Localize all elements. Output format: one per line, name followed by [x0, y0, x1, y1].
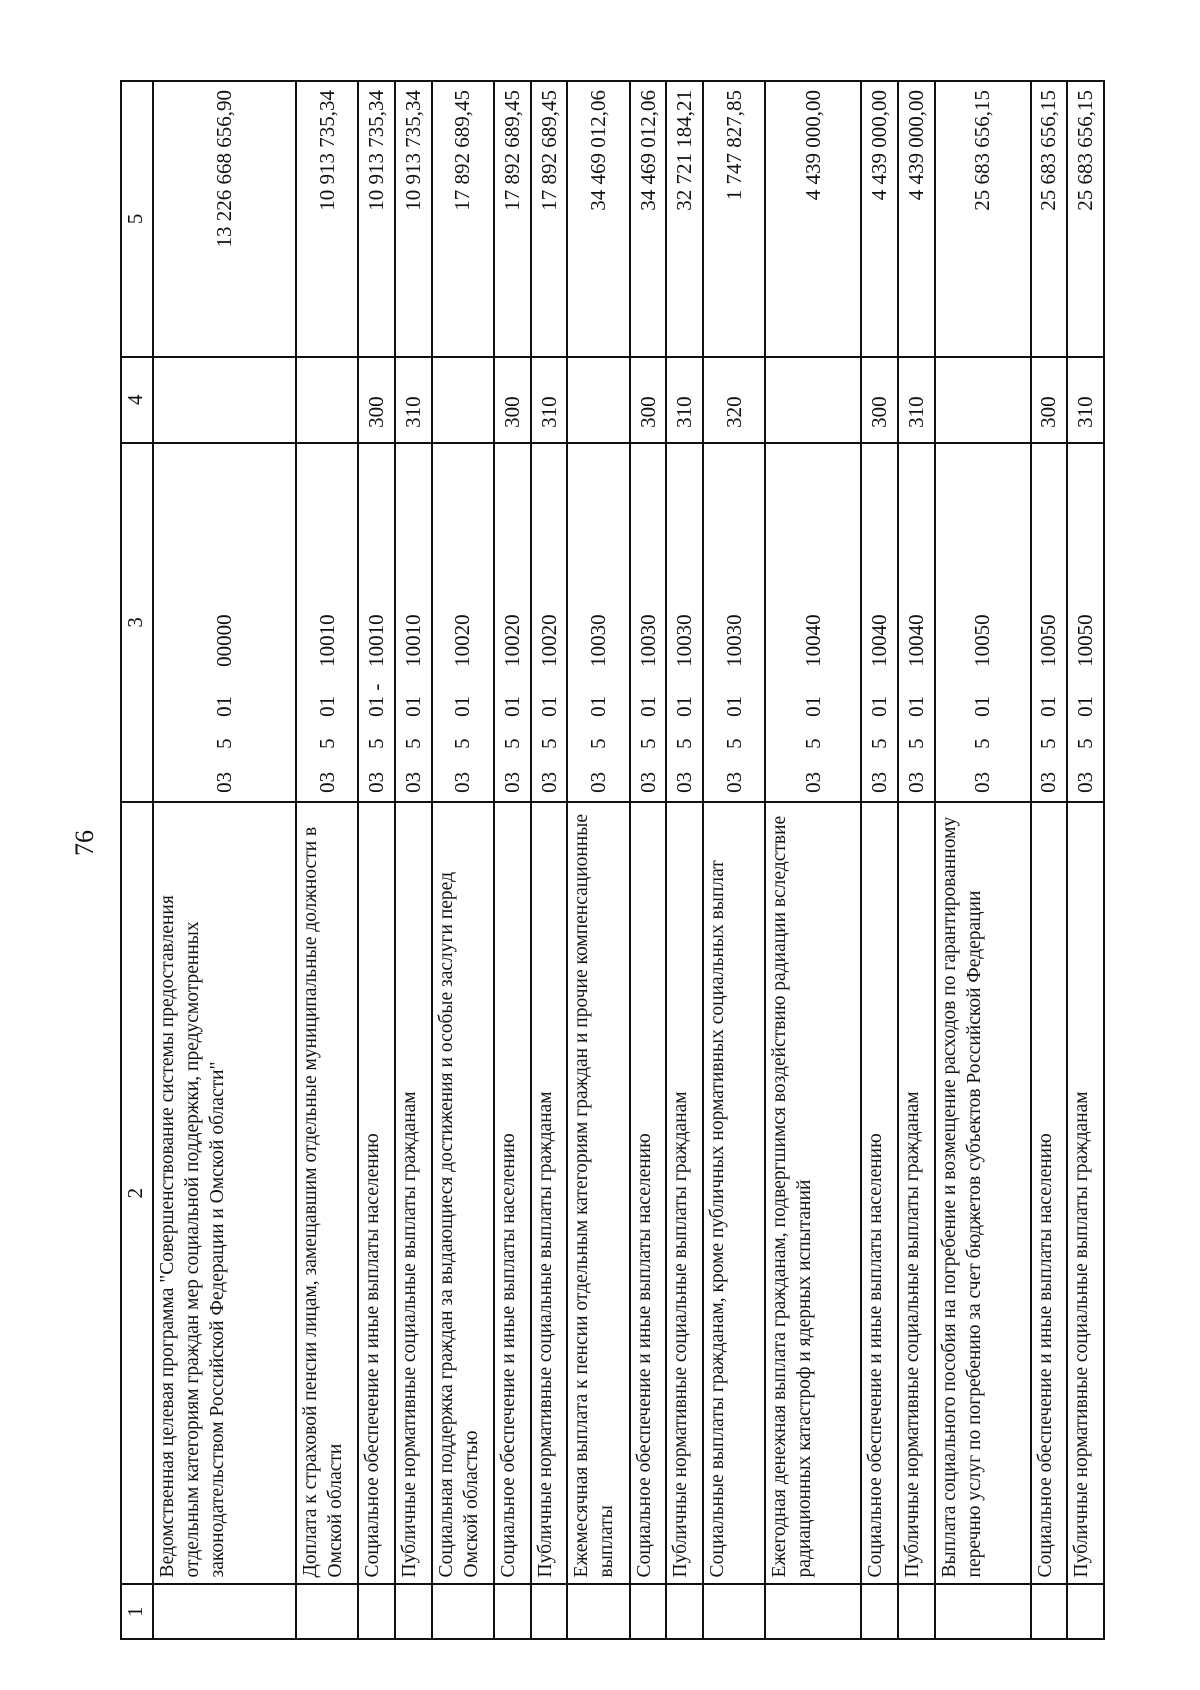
table-row: [861, 81, 898, 1639]
expense-type-cell: 300: [494, 357, 531, 443]
budget-code: [449, 450, 476, 793]
code-part-program: 03: [721, 771, 746, 793]
expense-type-cell: 310: [395, 357, 432, 443]
row-number-cell: [531, 1584, 568, 1639]
budget-code: [969, 450, 996, 793]
budget-code: [211, 450, 238, 793]
code-part-direction: 10020: [536, 614, 561, 667]
expense-type-cell: 310: [1067, 357, 1104, 443]
code-part-main-activity: 01: [314, 695, 339, 717]
budget-code-cell: [395, 443, 432, 802]
code-part-main-activity: 01: [450, 695, 475, 717]
expense-type-cell: 300: [1031, 357, 1068, 443]
code-part-subprogram: 5: [314, 738, 339, 749]
table-row: [630, 81, 667, 1639]
budget-code-cell: [898, 443, 935, 802]
budget-code: [499, 450, 526, 793]
item-name-cell: Социальное обеспечение и иные выплаты населению: [630, 802, 667, 1585]
code-part-direction: 10050: [970, 614, 995, 667]
budget-code-cell: [765, 443, 861, 802]
code-part-main-activity: 01: [970, 695, 995, 717]
budget-code-cell: [432, 443, 494, 802]
item-name-cell: Публичные нормативные социальные выплаты гражданам: [898, 802, 935, 1585]
code-part-subprogram: 5: [1036, 738, 1061, 749]
table-row: [494, 81, 531, 1639]
table-row: [432, 81, 494, 1639]
expense-type-cell: [296, 357, 358, 443]
code-part-direction: 10030: [721, 614, 746, 667]
code-part-main-activity: 01 -: [364, 683, 389, 717]
row-number-cell: [494, 1584, 531, 1639]
amount-cell: 13 226 668 656,90: [153, 81, 296, 357]
budget-code-cell: [358, 443, 395, 802]
code-part-main-activity: 01: [586, 695, 611, 717]
item-name-cell: Ежемесячная выплата к пенсии отдельным категориям граждан и прочие компенсационные выплаты: [567, 802, 629, 1585]
budget-code: [363, 450, 390, 793]
table-row: [1031, 81, 1068, 1639]
expense-type-cell: [432, 357, 494, 443]
code-part-direction: 10050: [1073, 614, 1098, 667]
table-header-row: [121, 81, 153, 1639]
row-number-cell: [666, 1584, 703, 1639]
expense-type-cell: 310: [898, 357, 935, 443]
expense-type-cell: [567, 357, 629, 443]
code-part-program: 03: [903, 771, 928, 793]
code-part-main-activity: 01: [212, 695, 237, 717]
code-part-direction: 10010: [314, 614, 339, 667]
code-part-direction: 10030: [586, 614, 611, 667]
expense-type-cell: [153, 357, 296, 443]
page-number: 76: [70, 830, 99, 856]
code-part-main-activity: 01: [1036, 695, 1061, 717]
code-part-program: 03: [635, 771, 660, 793]
item-name-cell: Выплата социального пособия на погребение и возмещение расходов по гарантированному перечню услуг по погребению за счет бюджетов субъектов Российской Федерации: [935, 802, 1031, 1585]
code-part-program: 03: [1036, 771, 1061, 793]
budget-code: [903, 450, 930, 793]
budget-code: [1035, 450, 1062, 793]
budget-code: [585, 450, 612, 793]
budget-code-cell: [666, 443, 703, 802]
row-number-cell: [703, 1584, 765, 1639]
code-part-direction: 10040: [867, 614, 892, 667]
table-row: [153, 81, 296, 1639]
table-row: [765, 81, 861, 1639]
code-part-subprogram: 5: [672, 738, 697, 749]
row-number-cell: [898, 1584, 935, 1639]
table-row: [703, 81, 765, 1639]
item-name-cell: Доплата к страховой пенсии лицам, замещавшим отдельные муниципальные должности в Омской области: [296, 802, 358, 1585]
header-cell-2: 2: [121, 802, 153, 1585]
amount-cell: 17 892 689,45: [531, 81, 568, 357]
table-row: [567, 81, 629, 1639]
code-part-direction: 10020: [450, 614, 475, 667]
code-part-main-activity: 01: [721, 695, 746, 717]
budget-code-cell: [1067, 443, 1104, 802]
budget-code: [314, 450, 341, 793]
code-part-program: 03: [450, 771, 475, 793]
header-cell-4: 4: [121, 357, 153, 443]
amount-cell: 10 913 735,34: [296, 81, 358, 357]
expense-type-cell: 310: [666, 357, 703, 443]
amount-cell: 10 913 735,34: [358, 81, 395, 357]
amount-cell: 32 721 184,21: [666, 81, 703, 357]
code-part-direction: 10030: [635, 614, 660, 667]
budget-code-cell: [630, 443, 667, 802]
code-part-main-activity: 01: [536, 695, 561, 717]
expense-type-cell: 300: [861, 357, 898, 443]
amount-cell: 25 683 656,15: [935, 81, 1031, 357]
amount-cell: 25 683 656,15: [1031, 81, 1068, 357]
expense-type-cell: [765, 357, 861, 443]
code-part-direction: 10020: [499, 614, 524, 667]
code-part-direction: 00000: [212, 614, 237, 667]
code-part-subprogram: 5: [586, 738, 611, 749]
header-cell-5: 5: [121, 81, 153, 357]
code-part-program: 03: [536, 771, 561, 793]
row-number-cell: [765, 1584, 861, 1639]
code-part-program: 03: [499, 771, 524, 793]
code-part-program: 03: [672, 771, 697, 793]
row-number-cell: [358, 1584, 395, 1639]
row-number-cell: [432, 1584, 494, 1639]
code-part-main-activity: 01: [672, 695, 697, 717]
table-row: [935, 81, 1031, 1639]
amount-cell: 25 683 656,15: [1067, 81, 1104, 357]
code-part-program: 03: [867, 771, 892, 793]
amount-cell: 4 439 000,00: [861, 81, 898, 357]
code-part-program: 03: [314, 771, 339, 793]
code-part-direction: 10050: [1036, 614, 1061, 667]
budget-code-cell: [935, 443, 1031, 802]
table-row: [358, 81, 395, 1639]
table-row: [296, 81, 358, 1639]
budget-code: [866, 450, 893, 793]
amount-cell: 17 892 689,45: [494, 81, 531, 357]
expense-type-cell: 310: [531, 357, 568, 443]
code-part-main-activity: 01: [499, 695, 524, 717]
code-part-subprogram: 5: [721, 738, 746, 749]
amount-cell: 34 469 012,06: [630, 81, 667, 357]
budget-code: [800, 450, 827, 793]
table-row: [898, 81, 935, 1639]
expense-type-cell: 300: [358, 357, 395, 443]
code-part-direction: 10040: [800, 614, 825, 667]
code-part-program: 03: [1073, 771, 1098, 793]
budget-code: [671, 450, 698, 793]
item-name-cell: Социальное обеспечение и иные выплаты населению: [1031, 802, 1068, 1585]
header-cell-1: 1: [121, 1584, 153, 1639]
budget-table: [120, 80, 1105, 1640]
code-part-main-activity: 01: [800, 695, 825, 717]
code-part-direction: 10040: [903, 614, 928, 667]
code-part-subprogram: 5: [364, 738, 389, 749]
row-number-cell: [935, 1584, 1031, 1639]
row-number-cell: [1067, 1584, 1104, 1639]
code-part-direction: 10030: [672, 614, 697, 667]
budget-code-cell: [1031, 443, 1068, 802]
item-name-cell: Социальная поддержка граждан за выдающиеся достижения и особые заслуги перед Омской областью: [432, 802, 494, 1585]
row-number-cell: [153, 1584, 296, 1639]
code-part-program: 03: [400, 771, 425, 793]
table-row: [395, 81, 432, 1639]
expense-type-cell: [935, 357, 1031, 443]
code-part-subprogram: 5: [536, 738, 561, 749]
code-part-main-activity: 01: [635, 695, 660, 717]
row-number-cell: [630, 1584, 667, 1639]
budget-code: [721, 450, 748, 793]
code-part-direction: 10010: [364, 614, 389, 667]
row-number-cell: [1031, 1584, 1068, 1639]
budget-code-cell: [494, 443, 531, 802]
budget-code-cell: [861, 443, 898, 802]
item-name-cell: Публичные нормативные социальные выплаты гражданам: [1067, 802, 1104, 1585]
code-part-program: 03: [364, 771, 389, 793]
item-name-cell: Публичные нормативные социальные выплаты гражданам: [531, 802, 568, 1585]
item-name-cell: Ведомственная целевая программа "Совершенствование системы предоставления отдельным категориям граждан мер социальной поддержки, предусмотренных законодательством Российской Федерации и Омской области": [153, 802, 296, 1585]
amount-cell: 1 747 827,85: [703, 81, 765, 357]
code-part-main-activity: 01: [1073, 695, 1098, 717]
code-part-program: 03: [586, 771, 611, 793]
item-name-cell: Ежегодная денежная выплата гражданам, подвергшимся воздействию радиации вследствие радиационных катастроф и ядерных испытаний: [765, 802, 861, 1585]
budget-code: [536, 450, 563, 793]
row-number-cell: [861, 1584, 898, 1639]
amount-cell: 17 892 689,45: [432, 81, 494, 357]
code-part-subprogram: 5: [635, 738, 660, 749]
amount-cell: 4 439 000,00: [765, 81, 861, 357]
code-part-subprogram: 5: [450, 738, 475, 749]
code-part-subprogram: 5: [903, 738, 928, 749]
code-part-subprogram: 5: [800, 738, 825, 749]
item-name-cell: Публичные нормативные социальные выплаты гражданам: [666, 802, 703, 1585]
budget-code: [400, 450, 427, 793]
budget-code-cell: [296, 443, 358, 802]
table-row: [666, 81, 703, 1639]
code-part-main-activity: 01: [400, 695, 425, 717]
code-part-subprogram: 5: [1073, 738, 1098, 749]
item-name-cell: Публичные нормативные социальные выплаты гражданам: [395, 802, 432, 1585]
item-name-cell: Социальное обеспечение и иные выплаты населению: [861, 802, 898, 1585]
budget-code: [1072, 450, 1099, 793]
code-part-subprogram: 5: [212, 738, 237, 749]
code-part-program: 03: [212, 771, 237, 793]
amount-cell: 10 913 735,34: [395, 81, 432, 357]
table-row: [531, 81, 568, 1639]
budget-code-cell: [531, 443, 568, 802]
budget-code-cell: [567, 443, 629, 802]
budget-code-cell: [153, 443, 296, 802]
row-number-cell: [395, 1584, 432, 1639]
code-part-subprogram: 5: [499, 738, 524, 749]
amount-cell: 4 439 000,00: [898, 81, 935, 357]
expense-type-cell: 300: [630, 357, 667, 443]
item-name-cell: Социальное обеспечение и иные выплаты населению: [358, 802, 395, 1585]
code-part-program: 03: [970, 771, 995, 793]
code-part-direction: 10010: [400, 614, 425, 667]
code-part-main-activity: 01: [867, 695, 892, 717]
amount-cell: 34 469 012,06: [567, 81, 629, 357]
table-row: [1067, 81, 1104, 1639]
code-part-subprogram: 5: [970, 738, 995, 749]
code-part-subprogram: 5: [867, 738, 892, 749]
item-name-cell: Социальные выплаты гражданам, кроме публичных нормативных социальных выплат: [703, 802, 765, 1585]
code-part-subprogram: 5: [400, 738, 425, 749]
code-part-main-activity: 01: [903, 695, 928, 717]
row-number-cell: [567, 1584, 629, 1639]
item-name-cell: Социальное обеспечение и иные выплаты населению: [494, 802, 531, 1585]
header-cell-3: 3: [121, 443, 153, 802]
budget-code: [635, 450, 662, 793]
code-part-program: 03: [800, 771, 825, 793]
row-number-cell: [296, 1584, 358, 1639]
budget-code-cell: [703, 443, 765, 802]
expense-type-cell: 320: [703, 357, 765, 443]
